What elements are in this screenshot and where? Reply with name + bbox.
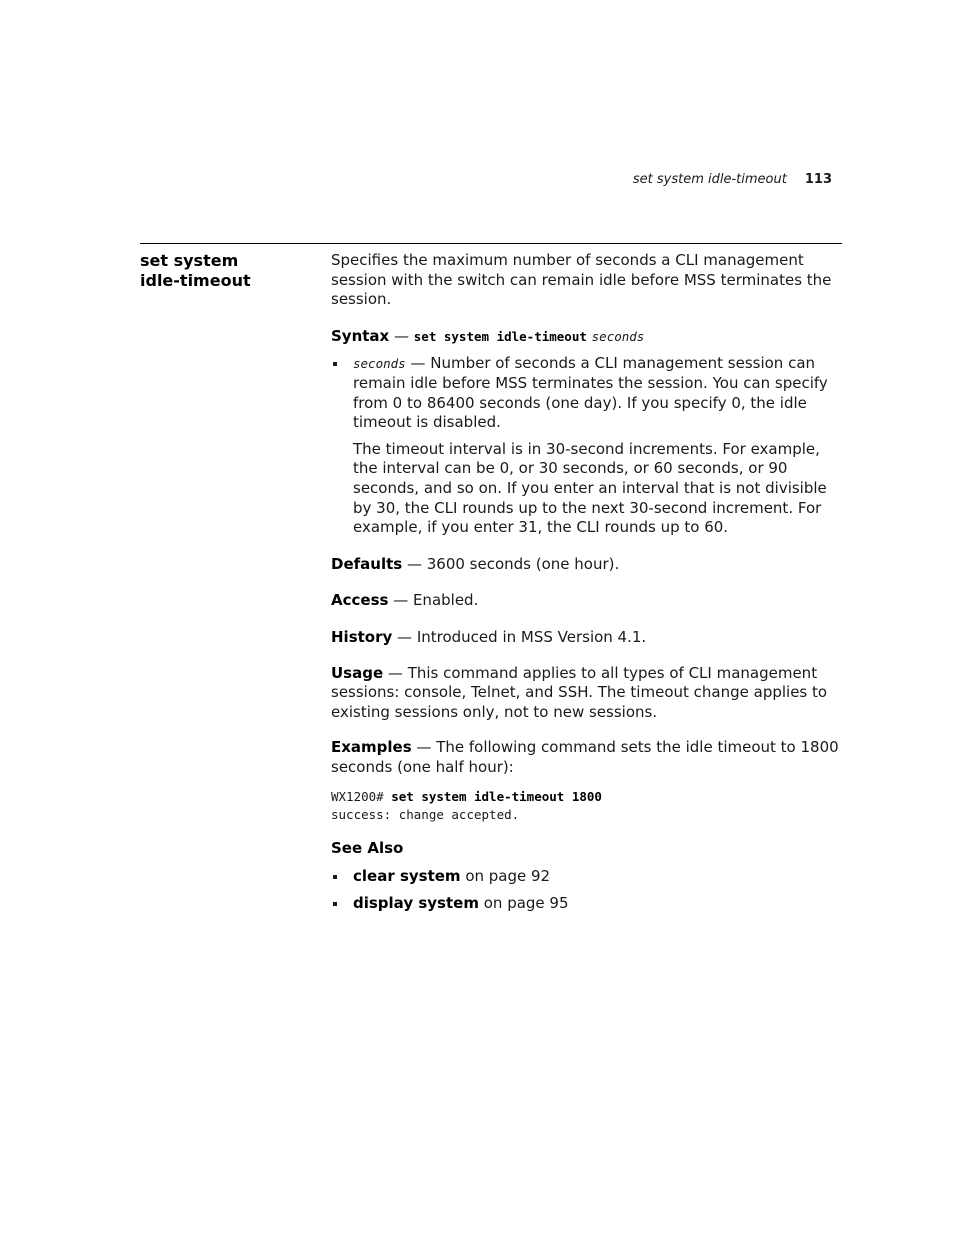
parameter-list	[331, 354, 842, 432]
section-title-line-2: idle-timeout	[140, 271, 251, 290]
parameter-item	[331, 354, 842, 432]
see-also-page-ref: on page 95	[478, 893, 569, 912]
see-also-item	[331, 867, 842, 887]
parameter-name: seconds	[353, 356, 406, 372]
see-also-heading: See Also	[331, 839, 404, 858]
see-also-link-clear-system[interactable]: clear system	[353, 867, 461, 886]
history-label: History	[331, 627, 393, 646]
access-label: Access	[331, 591, 389, 610]
running-header	[633, 171, 832, 189]
access-line	[331, 591, 842, 611]
syntax-line	[331, 327, 842, 347]
section-title-line-1: set system	[140, 251, 239, 270]
syntax-dash: —	[389, 326, 414, 345]
see-also-item	[331, 894, 842, 914]
examples-paragraph	[331, 738, 842, 777]
usage-label: Usage	[331, 663, 384, 682]
example-code-block	[331, 788, 842, 824]
usage-text: — This command applies to all types of CLI management sessions: console, Telnet, and SSH. The timeout change applies to existing sessions only, not to new sessions.	[331, 663, 828, 721]
history-text: — Introduced in MSS Version 4.1.	[392, 627, 647, 646]
code-line-output: success: change accepted.	[331, 807, 520, 823]
defaults-line	[331, 555, 842, 575]
see-also-list	[331, 867, 842, 913]
defaults-text: — 3600 seconds (one hour).	[402, 554, 620, 573]
page-number: 113	[804, 172, 832, 187]
code-command: set system idle-timeout 1800	[391, 789, 602, 805]
section-content	[331, 251, 842, 913]
section-rule	[140, 243, 842, 244]
see-also-link-display-system[interactable]: display system	[353, 893, 479, 912]
examples-label: Examples	[331, 738, 412, 757]
parameter-note: The timeout interval is in 30-second increments. For example, the interval can be 0, or 30 seconds, or 60 seconds, or 90 seconds, and so on. If you enter an interval that is not divisible by 30, the CLI rounds up to the next 30-second increment. For example, if you enter 31, the CLI rounds up to 60.	[353, 439, 827, 537]
section-title	[140, 251, 320, 291]
description: Specifies the maximum number of seconds a CLI management session with the switch can remain idle before MSS terminates the session.	[331, 251, 832, 309]
code-line-command	[331, 788, 842, 806]
code-prompt: WX1200#	[331, 789, 392, 805]
examples-text: — The following command sets the idle timeout to 1800 seconds (one half hour):	[331, 738, 839, 776]
history-line	[331, 628, 842, 648]
see-also-page-ref: on page 92	[460, 867, 551, 886]
syntax-command: set system idle-timeout	[413, 328, 587, 344]
access-text: — Enabled.	[388, 591, 479, 610]
syntax-label: Syntax	[331, 326, 390, 345]
defaults-label: Defaults	[331, 554, 403, 573]
usage-paragraph	[331, 664, 842, 723]
parameter-description: — Number of seconds a CLI management session can remain idle before MSS terminates the session. You can specify from 0 to 86400 seconds (one day). If you specify 0, the idle timeout is disabled.	[353, 354, 828, 432]
running-title: set system idle-timeout	[632, 172, 787, 187]
syntax-param: seconds	[591, 328, 645, 344]
